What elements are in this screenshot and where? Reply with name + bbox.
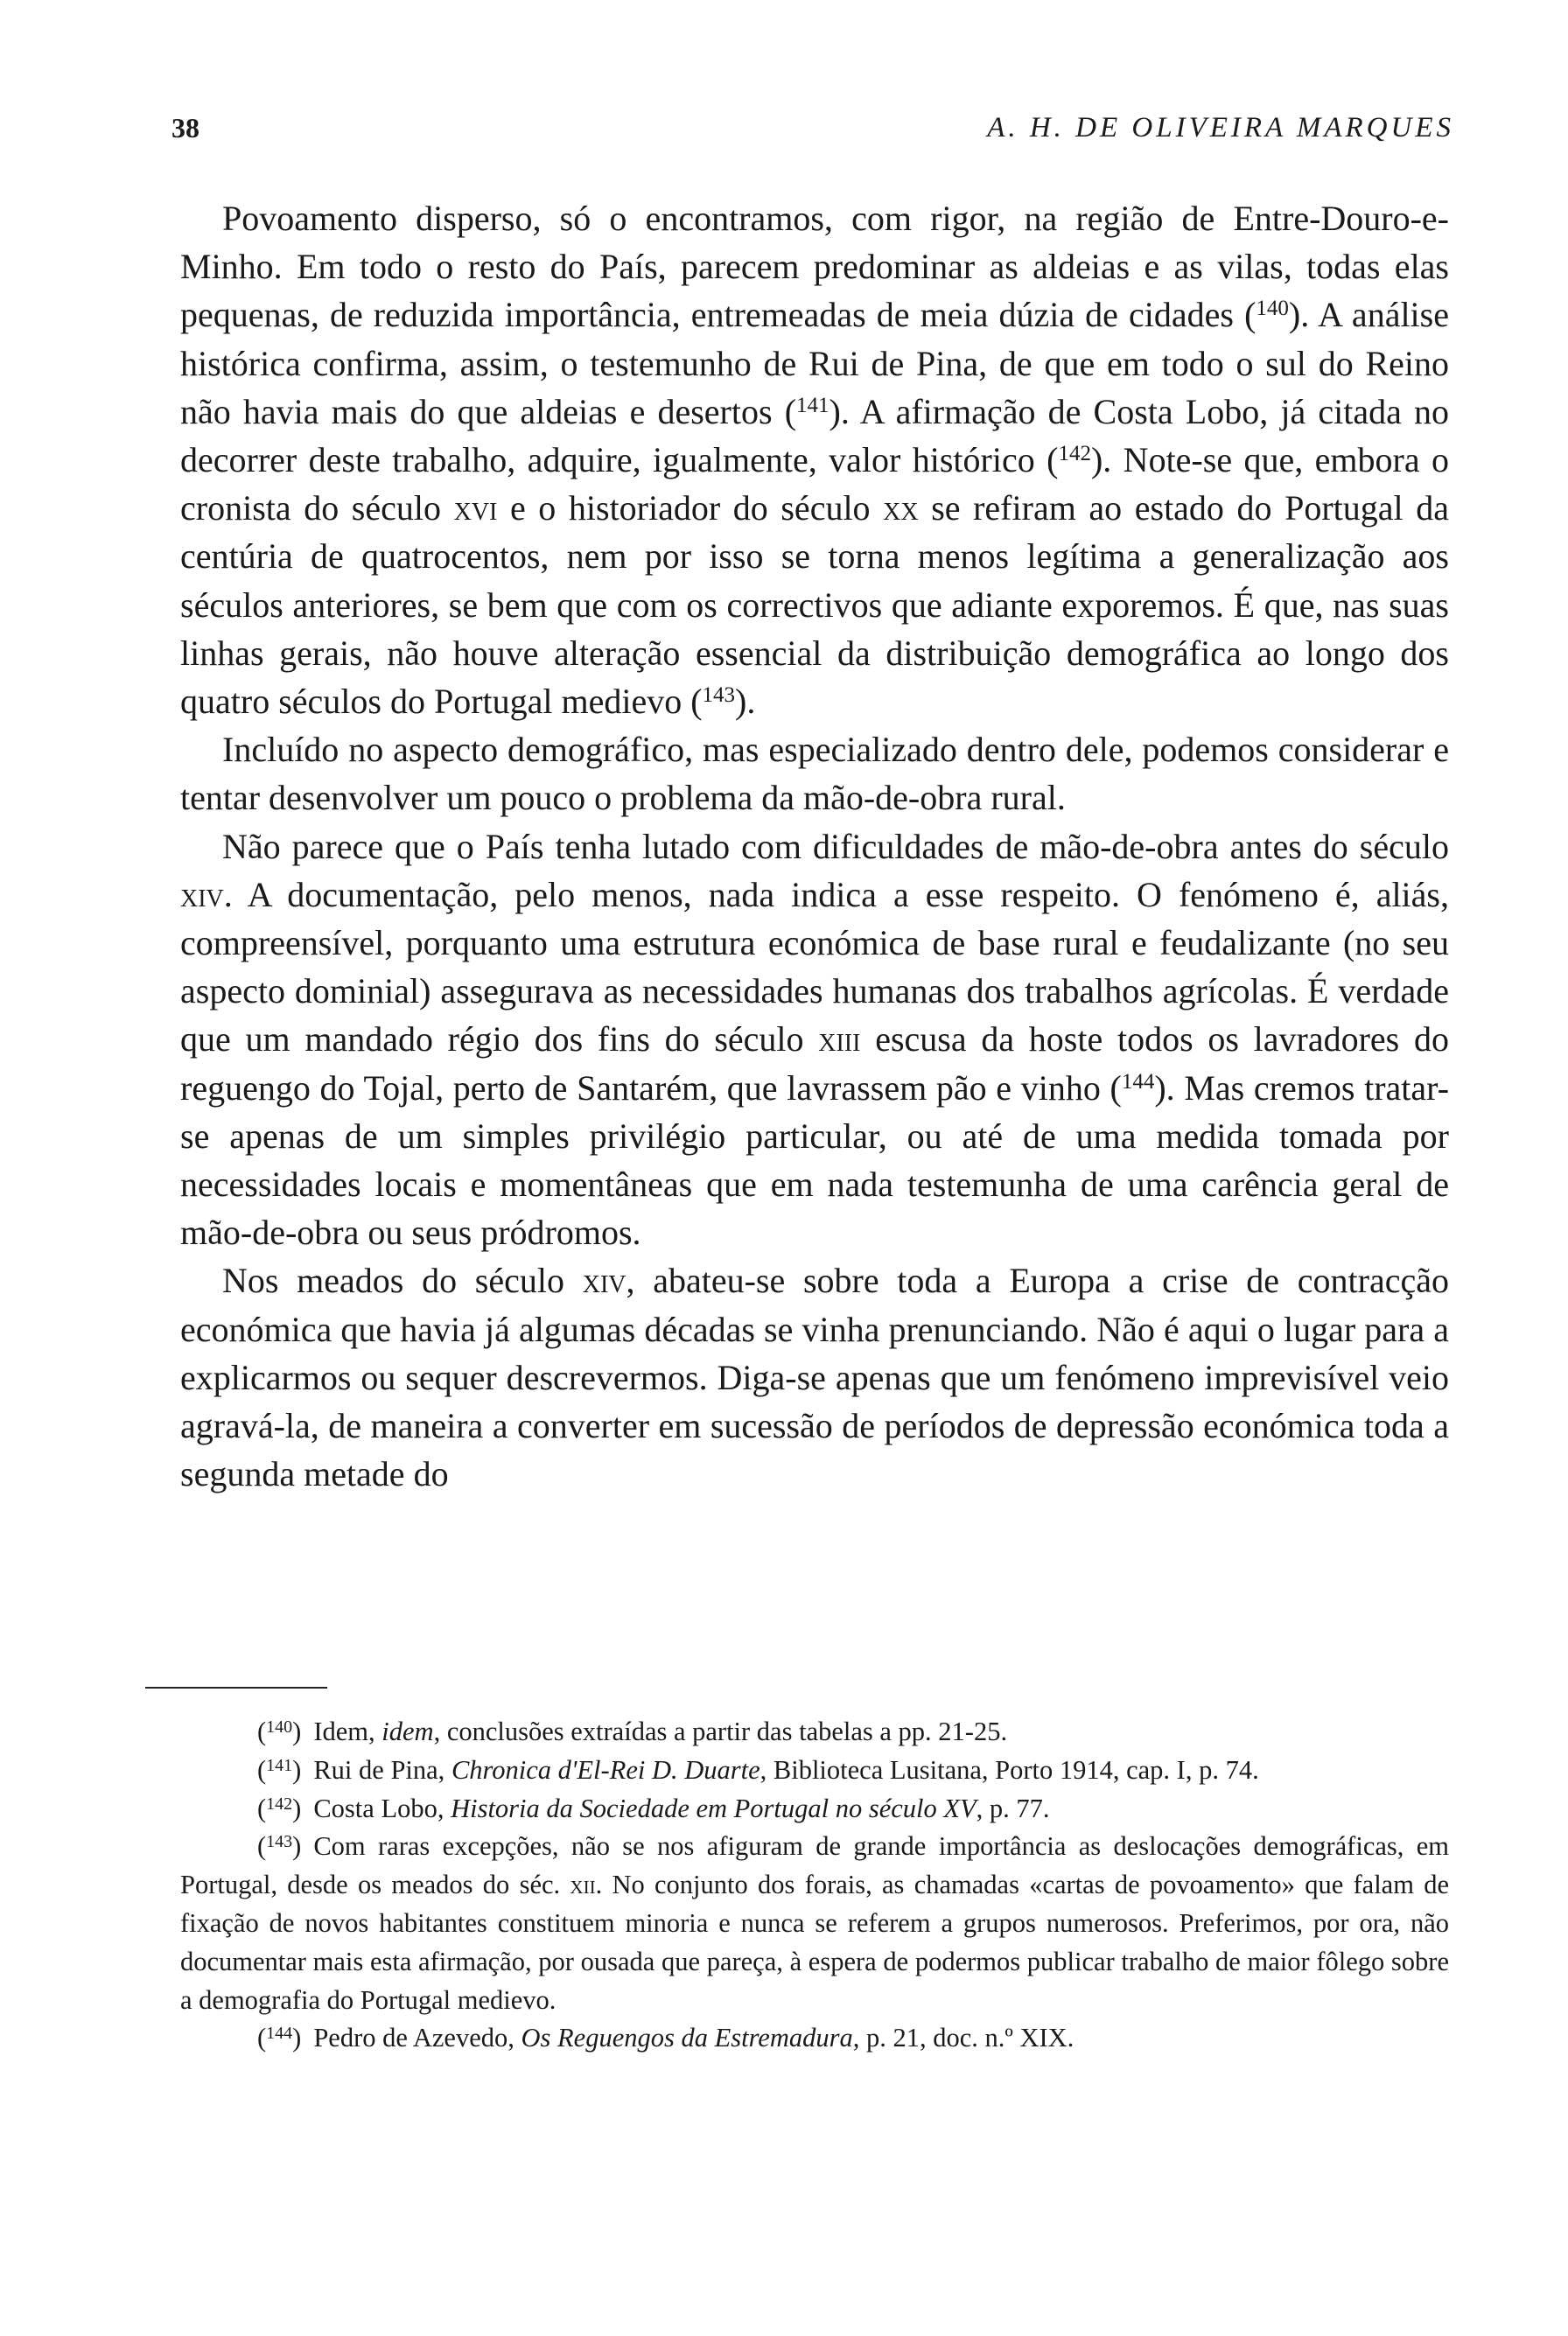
- footnote-reference: 142: [1058, 442, 1091, 466]
- paragraph-text: ). Note-se que, embora o cronista do século: [180, 440, 1449, 528]
- footnote-text: Rui de Pina,: [313, 1754, 452, 1785]
- footnote-text: Costa Lobo,: [313, 1793, 452, 1823]
- paragraph-text: ). A afirmação de Costa Lobo, já citada no decorrer deste trabalho, adquire, igualmente, valor histórico (: [180, 391, 1449, 480]
- footnote-reference: 141: [796, 393, 830, 417]
- footnote-number: ($^{141}$): [257, 1754, 302, 1785]
- footnote-text: Com raras excepções, não se nos afiguram de grande importância as deslocações demográficas, em Portugal, desde os meados do séc.: [180, 1831, 1449, 1900]
- running-head-author: A. H. DE OLIVEIRA MARQUES: [987, 112, 1454, 143]
- footnote-reference: 144: [1121, 1069, 1155, 1094]
- footnote-italic: Os Reguengos da Estremadura: [521, 2023, 853, 2053]
- century-numeral: xx: [883, 488, 919, 528]
- paragraph-text: e o historiador do século: [497, 488, 884, 528]
- paragraph-text: Não parece que o País tenha lutado com dificuldades de mão-de-obra antes do século: [222, 826, 1449, 866]
- footnote: [180, 1790, 1449, 1829]
- century-numeral: xiii: [818, 1019, 861, 1060]
- page-number: 38: [172, 112, 200, 143]
- footnote-number: ($^{144}$): [257, 2023, 302, 2053]
- footnote-text: . No conjunto dos forais, as chamadas «cartas de povoamento» que falam de fixação de novos habitantes constituem minoria e nunca se referem a grupos numerosos. Preferimos, por ora, não documentar mais esta afirmação, por ousada que pareça, à espera de podermos publicar trabalho de maior fôlego sobre a demografia do Portugal medievo.: [180, 1870, 1449, 2015]
- footnote-number-digits: 142: [266, 1794, 293, 1814]
- main-text: [180, 194, 1449, 1498]
- paragraph: [180, 194, 1449, 725]
- footnote: [180, 1828, 1449, 2019]
- footnote-italic: idem: [382, 1717, 434, 1746]
- footnotes: [180, 1713, 1449, 2058]
- footnote-text: , p. 21, doc. n.º XIX.: [852, 2023, 1074, 2053]
- paragraph-text: Nos meados do século: [222, 1261, 583, 1301]
- paragraph-text: Povoamento disperso, só o encontramos, com rigor, na região de Entre-Douro-e-Minho. Em todo o resto do País, parecem predominar as aldeias e as vilas, todas elas pequenas, de reduzida importância, entremeadas de meia dúzia de cidades (: [180, 199, 1449, 335]
- paragraph-text: se refiram ao estado do Portugal da centúria de quatrocentos, nem por isso se torna menos legítima a generalização aos séculos anteriores, se bem que com os correctivos que adiante exporemos. É que, nas suas linhas gerais, não houve alteração essencial da distribuição demográfica ao longo dos quatro séculos do Portugal medievo (: [180, 488, 1450, 722]
- century-numeral: xii: [570, 1870, 596, 1900]
- footnote: [180, 1713, 1449, 1752]
- paragraph: [180, 822, 1449, 1257]
- running-head: [172, 112, 1454, 156]
- paragraph-text: ). Mas cremos tratar-se apenas de um simples privilégio particular, ou até de uma medida tomada por necessidades locais e momentâneas que em nada testemunha de uma carência geral de mão-de-obra ou seus pródromos.: [180, 1067, 1450, 1253]
- footnote-number: ($^{142}$): [257, 1793, 302, 1823]
- footnote-italic: Historia da Sociedade em Portugal no século XV: [451, 1793, 976, 1823]
- footnote-number-digits: 140: [266, 1717, 293, 1737]
- footnote-italic: Chronica d'El-Rei D. Duarte: [451, 1754, 760, 1785]
- paragraph-text: escusa da hoste todos os lavradores do reguengo do Tojal, perto de Santarém, que lavrassem pão e vinho (: [180, 1019, 1449, 1108]
- footnote-text: , Biblioteca Lusitana, Porto 1914, cap. I, p. 74.: [760, 1754, 1259, 1785]
- paragraph-text: ).: [735, 682, 756, 722]
- footnote-reference: 143: [702, 683, 736, 708]
- footnote-reference: 140: [1256, 297, 1289, 321]
- century-numeral: xiv: [582, 1261, 626, 1301]
- footnote: [180, 2019, 1449, 2058]
- footnote-number: ($^{140}$): [257, 1717, 302, 1746]
- footnote-text: Idem,: [313, 1717, 382, 1746]
- paragraph-text: ). A análise histórica confirma, assim, o testemunho de Rui de Pina, de que em todo o sul do Reino não havia mais do que aldeias e desertos (: [180, 295, 1449, 431]
- footnote-number-digits: 141: [266, 1755, 293, 1775]
- footnote-text: , conclusões extraídas a partir das tabelas a pp. 21-25.: [433, 1717, 1008, 1746]
- footnote: [180, 1752, 1449, 1790]
- footnote-text: , p. 77.: [976, 1793, 1050, 1823]
- footnote-separator: [145, 1687, 327, 1689]
- footnote-number: ($^{143}$): [257, 1831, 302, 1862]
- paragraph: [180, 1256, 1449, 1498]
- footnote-text: Pedro de Azevedo,: [313, 2023, 522, 2053]
- paragraph-text: , abateu-se sobre toda a Europa a crise de contracção económica que havia já algumas décadas se vinha prenunciando. Não é aqui o lugar para a explicarmos ou sequer descrevermos. Diga-se apenas que um fenómeno imprevisível veio agravá-la, de maneira a converter em sucessão de períodos de depressão económica toda a segunda metade do: [180, 1261, 1449, 1494]
- century-numeral: xiv: [180, 874, 224, 914]
- paragraph: Incluído no aspecto demográfico, mas especializado dentro dele, podemos considerar e tentar desenvolver um pouco o problema da mão-de-obra rural.: [180, 730, 1449, 818]
- century-numeral: xvi: [453, 488, 498, 528]
- paragraph-text: . A documentação, pelo menos, nada indica a esse respeito. O fenómeno é, aliás, compreensível, porquanto uma estrutura económica de base rural e feudalizante (no seu aspecto dominial) assegurava as necessidades humanas dos trabalhos agrícolas. É verdade que um mandado régio dos fins do século: [180, 874, 1449, 1060]
- footnote-number-digits: 144: [266, 2024, 293, 2044]
- footnote-number-digits: 143: [266, 1832, 293, 1852]
